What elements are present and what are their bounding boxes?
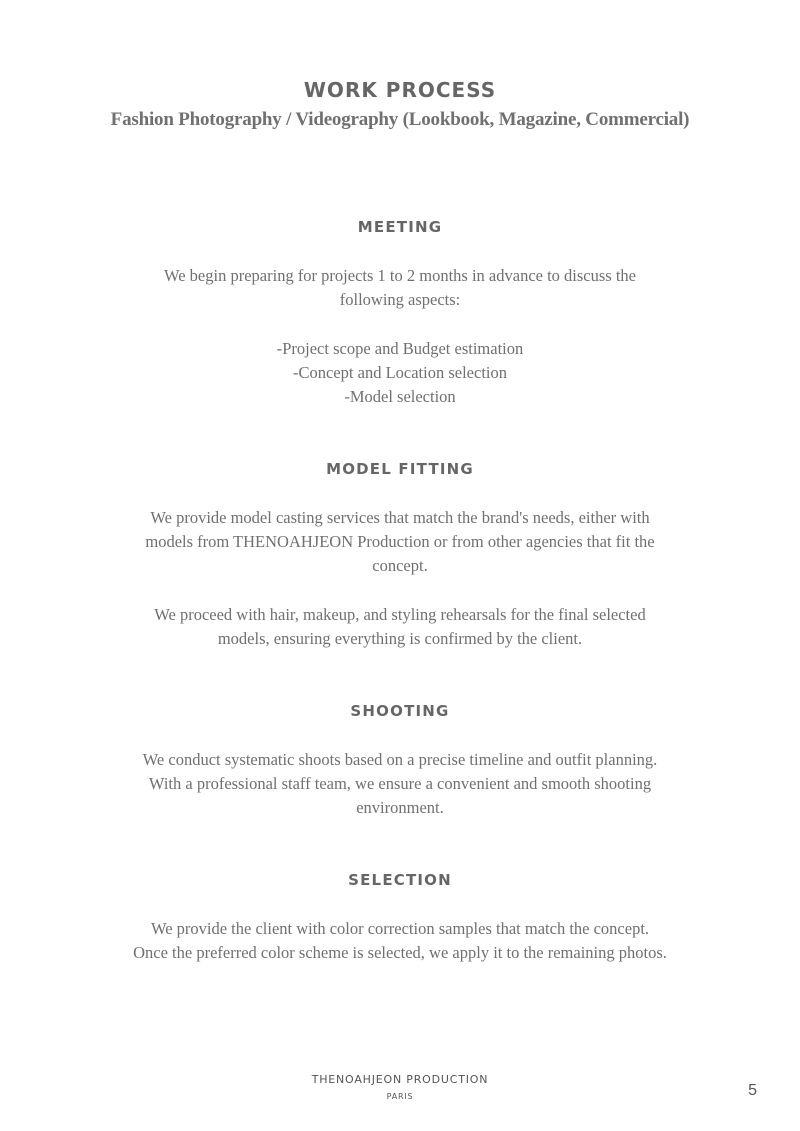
text-line: With a professional staff team, we ensure a convenient and smooth shooting (148, 774, 652, 793)
text-line: -Project scope and Budget estimation (276, 339, 524, 358)
text-line: Once the preferred color scheme is selected, we apply it to the remaining photos. (133, 943, 667, 962)
text-line: We proceed with hair, makeup, and styling rehearsals for the final selected (154, 605, 646, 624)
footer-brand: THENOAHJEON PRODUCTION (311, 1073, 489, 1086)
text-line: We provide the client with color correction samples that match the concept. (150, 919, 650, 938)
page-number: 5 (748, 1082, 757, 1099)
text-line: -Model selection (344, 387, 456, 406)
text-line: following aspects: (339, 290, 461, 309)
model-fitting-paragraph-rehearsals (100, 603, 700, 651)
section-heading-shooting: SHOOTING (350, 702, 450, 720)
text-line: models from THENOAHJEON Production or from other agencies that fit the (145, 532, 655, 551)
section-heading-meeting: MEETING (357, 218, 443, 236)
meeting-paragraph-intro (100, 264, 700, 312)
section-heading-selection: SELECTION (348, 871, 452, 889)
text-line: We conduct systematic shoots based on a precise timeline and outfit planning. (142, 750, 658, 769)
page-title: WORK PROCESS (303, 78, 497, 102)
selection-paragraph (60, 917, 740, 965)
text-line: environment. (356, 798, 444, 817)
section-heading-model-fitting: MODEL FITTING (326, 460, 474, 478)
text-line: models, ensuring everything is confirmed by the client. (217, 629, 583, 648)
shooting-paragraph (100, 748, 700, 820)
footer-city: PARIS (386, 1092, 414, 1101)
text-line: concept. (372, 556, 428, 575)
text-line: We provide model casting services that match the brand's needs, either with (150, 508, 650, 527)
text-line: -Concept and Location selection (293, 363, 507, 382)
page-subtitle: Fashion Photography / Videography (Lookbook, Magazine, Commercial) (110, 109, 690, 130)
model-fitting-paragraph-casting (100, 506, 700, 578)
text-line: We begin preparing for projects 1 to 2 months in advance to discuss the (163, 266, 636, 285)
meeting-paragraph-aspects (100, 337, 700, 409)
